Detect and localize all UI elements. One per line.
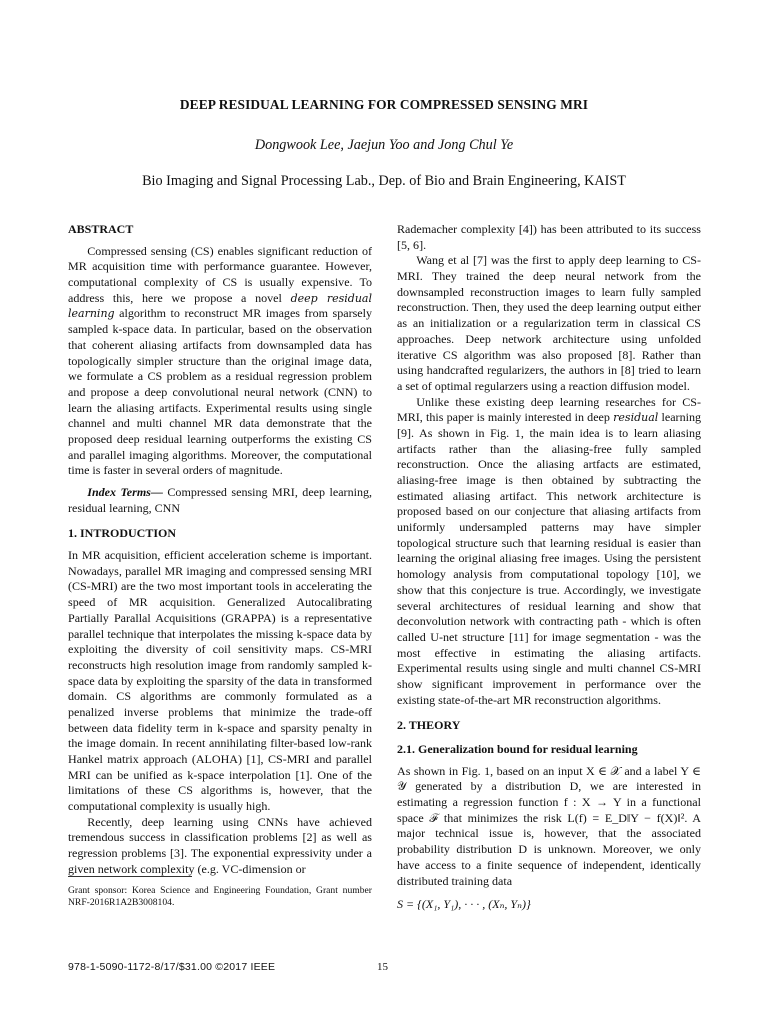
intro-p4-keyword: residual	[613, 411, 659, 425]
abstract-text-after: algorithm to reconstruct MR images from sparsely sampled k-space data. In particular, based on the observation that coherent aliasing artifacts from downsampled data has topologically simpler structure than the original image data, we formulate a CS problem as a residual regression problem and propose a deep convolutional neural network (CNN) to learn the aliasing artifacts. Experimental results using single channel and multi channel MR data demonstrate that the proposed deep residual learning outperforms the existing CS and parallel imaging algorithms. Moreover, the computational time is faster in several orders of magnitude.	[68, 306, 372, 478]
theory-subheading: 2.1. Generalization bound for residual learning	[397, 742, 638, 756]
abstract-text-before: Compressed sensing (CS) enables significant reduction of MR acquisition time with performance guarantee. However, computational complexity of CS is usually expensive. To address this, here we propose a novel	[68, 243, 372, 305]
intro-paragraph-1: In MR acquisition, efficient acceleration scheme is important. Nowadays, parallel MR imaging and compressed sensing MRI (CS-MRI) are the two most important tools in accelerating the speed of MR acquisition. Generalized Autocalibrating Partially Parallal Acquisitions (GRAPPA) is a representative parallel technique that interpolates the missing k-space data by exploiting the diversity of coil sensitivity maps. CS-MRI reconstructs high resolution image from randomly sampled k-space data by exploiting the sparsity of the data in transformed domain. CS algorithms are commonly formulated as a penalized inverse problems that minimize the trade-off between data fidelity term in k-space and sparsity penalty in the image domain. In recent annihilating filter-based low-rank Hankel matrix approach (ALOHA) [1], CS-MRI and parallel MRI can be unified as k-space interpolation [1]. One of the limitations of these CS algorithms is, however, that the computational complexity is usually high.	[68, 548, 372, 814]
abstract-text	[68, 244, 372, 479]
intro-paragraph-2: Recently, deep learning using CNNs have achieved tremendous success in classification problems [2] as well as regression problems [3]. The exponential expressivity under a given network complexity (e.g. VC-dimension or	[68, 814, 372, 876]
intro-paragraph-3: Wang et al [7] was the first to apply deep learning to CS-MRI. They trained the deep neural network from the downsampled reconstruction images to learn fully sampled reconstruction. Then, they used the deep learning output either as an initialization or a regularization term in classical CS approaches. Deep network architecture using unfolded iterative CS algorithm was also proposed [8]. Rather than using handcrafted regularizers, the authors in [8] tried to learn a set of optimal regularzers using a reaction diffusion model.	[397, 253, 701, 393]
intro-p4-before: Unlike these existing deep learning researches for CS-MRI, this paper is mainly interested in deep	[397, 394, 701, 425]
intro-paragraph-2-continued: Rademacher complexity [4]) has been attributed to its success [5, 6].	[397, 222, 701, 252]
index-terms	[68, 485, 372, 516]
affiliation: Bio Imaging and Signal Processing Lab., Dep. of Bio and Brain Engineering, KAIST	[142, 173, 626, 189]
page-number: 15	[377, 961, 388, 973]
index-terms-text: Compressed sensing MRI, deep learning, residual learning, CNN	[68, 485, 373, 515]
right-column	[397, 222, 701, 913]
abstract-heading: ABSTRACT	[68, 222, 134, 236]
intro-paragraph-4	[397, 395, 701, 709]
theory-paragraph-1: As shown in Fig. 1, based on an input X ∈ 𝒳 and a label Y ∈ 𝒴 generated by a distribution D, we are interested in estimating a regression function f : X → Y in a functional space ℱ that minimizes the risk L(f) = E_D‖Y − f(X)‖². A major technical issue is, however, that the associated probability distribution D is unknown. Moreover, we only have access to a finite sequence of independent, identically distributed training data	[397, 763, 701, 888]
intro-heading: 1. INTRODUCTION	[68, 526, 177, 541]
left-column	[68, 222, 372, 878]
grant-footnote: Grant sponsor: Korea Science and Engineering Foundation, Grant number NRF-2016R1A2B3008104.	[68, 885, 372, 909]
index-terms-label: Index Terms—	[87, 485, 163, 499]
isbn-copyright: 978-1-5090-1172-8/17/$31.00 ©2017 IEEE	[68, 961, 276, 973]
author-list: Dongwook Lee, Jaejun Yoo and Jong Chul Ye	[254, 137, 514, 153]
paper-title: DEEP RESIDUAL LEARNING FOR COMPRESSED SENSING MRI	[179, 97, 589, 112]
abstract-keyword: deep residual learning	[68, 291, 373, 321]
training-set-equation: S = {(X₁, Y₁), · · · , (Xₙ, Yₙ)}	[397, 897, 531, 912]
footnote-divider	[68, 876, 192, 877]
intro-p4-after: learning [9]. As shown in Fig. 1, the main idea is to learn aliasing artifacts rather than the aliasing-free fully sampled reconstruction. Once the aliasing artfacts are estimated, aliasing-free image is then obtained by subtracting the estimated aliasing artifact. This network architecture is proposed based on our conjecture that aliasing artifacts from uniformly undersampled patterns may have simpler topological structure such that learning residual is easier than learning the original aliasing free images. Using the persistent homology analysis from computational topology [10], we show that this conjecture is true. Accordingly, we investigate several architectures of residual learning and show that deconvolution network with contracting path - which is often called U-net structure [11] for image segmentation - was the most effective in estimating the aliasing artifacts. Experimental results using single and multi channel CS-MRI show significant improvement in performance over the existing state-of-the-art MR reconstruction algorithms.	[397, 410, 701, 707]
theory-heading: 2. THEORY	[397, 718, 461, 733]
